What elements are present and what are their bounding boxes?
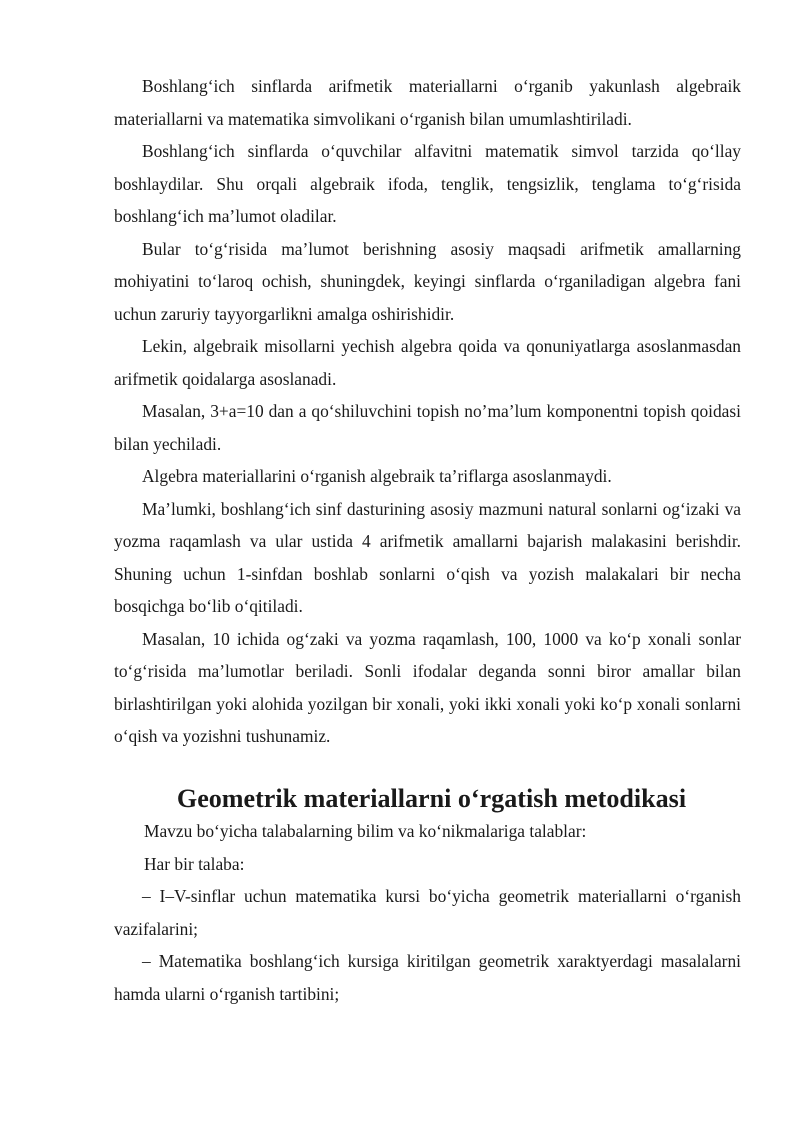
section-heading: Geometrik materiallarni o‘rgatish metodikasi	[176, 783, 687, 813]
requirement-item: – I–V-sinflar uchun matematika kursi bo‘yicha geometrik materiallarni o‘rganish vazifalarini;	[114, 886, 741, 939]
paragraph-curriculum-content: Ma’lumki, boshlang‘ich sinf dasturining asosiy mazmuni natural sonlarni og‘izaki va yozma raqamlash va ular ustida 4 arifmetik amallarni bajarish malakasini berishdir. Shuning uchun 1-sinfdan boshlab sonlarni o‘qish va yozish malakalari bir necha bosqichga bo‘lib o‘qitiladi.	[114, 498, 741, 616]
section-lead: Har bir talaba:	[144, 853, 245, 874]
paragraph-example-equation: Masalan, 3+a=10 dan a qo‘shiluvchini topish no’ma’lum komponentni topish qoidasi bilan yechiladi.	[114, 401, 741, 454]
section-intro: Mavzu bo‘yicha talabalarning bilim va ko‘nikmalariga talablar:	[144, 821, 587, 841]
paragraph-algebra-definitions: Algebra materiallarini o‘rganish algebraik ta’riflarga asoslanmaydi.	[142, 466, 612, 486]
paragraph-algebra-summary: Boshlang‘ich sinflarda arifmetik materiallarni o‘rganib yakunlash algebraik materiallarni va matematika simvolikani o‘rganish bilan umumlashtiriladi.	[114, 76, 741, 129]
paragraph-number-notation: Masalan, 10 ichida og‘zaki va yozma raqamlash, 100, 1000 va ko‘p xonali sonlar to‘g‘risida ma’lumotlar beriladi. Sonli ifodalar deganda sonni biror amallar bilan birlashtirilgan yoki alohida yozilgan bir xonali, yoki ikki xonali yoki ko‘p xonali sonlarni o‘qish va yozishni tushunamiz.	[114, 628, 741, 746]
paragraph-algebraic-examples: Lekin, algebraik misollarni yechish algebra qoida va qonuniyatlarga asoslanmasdan arifmetik qoidalarga asoslanadi.	[114, 336, 741, 389]
document-page	[114, 70, 741, 1010]
paragraph-alphabet-symbols: Boshlang‘ich sinflarda o‘quvchilar alfavitni matematik simvol tarzida qo‘llay boshlaydilar. Shu orqali algebraik ifoda, tenglik, tengsizlik, tenglama to‘g‘risida boshlang‘ich ma’lumot oladilar.	[114, 141, 741, 226]
paragraph-purpose: Bular to‘g‘risida ma’lumot berishning asosiy maqsadi arifmetik amallarning mohiyatini to‘laroq ochish, shuningdek, keyingi sinflarda o‘rganiladigan algebra fani uchun zaruriy tayyorgarlikni amalga oshirishidir.	[114, 238, 741, 324]
requirement-item: – Matematika boshlang‘ich kursiga kiritilgan geometrik xaraktyerdagi masalalarni hamda ularni o‘rganish tartibini;	[114, 951, 741, 1004]
section-spacer	[114, 753, 741, 783]
